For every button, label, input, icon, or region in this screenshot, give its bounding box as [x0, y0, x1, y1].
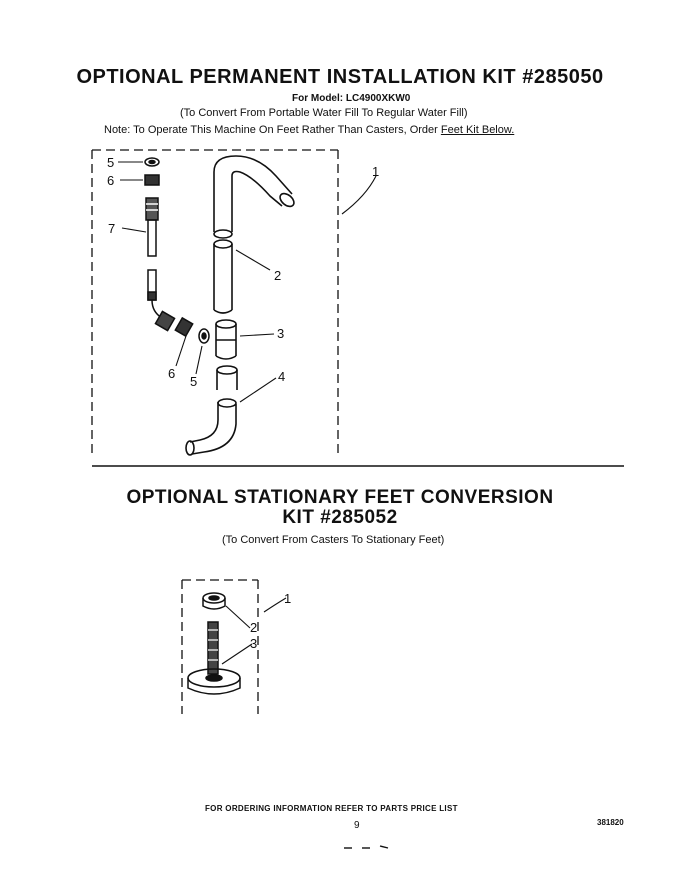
callout-7: 7	[108, 221, 116, 236]
kit2-title-line1: OPTIONAL STATIONARY FEET CONVERSION	[126, 487, 554, 508]
callout-6b: 6	[168, 366, 176, 381]
kit2-callout-1: 1	[284, 591, 292, 606]
kit2-subtitle: (To Convert From Casters To Stationary Feet)	[222, 534, 445, 546]
valve-fitting-assembly	[145, 158, 209, 343]
kit1-title: OPTIONAL PERMANENT INSTALLATION KIT #285050	[76, 66, 604, 88]
pipe-elbow-part	[214, 156, 296, 238]
ordering-info: FOR ORDERING INFORMATION REFER TO PARTS PRICE LIST	[205, 804, 458, 813]
kit2-callout-3: 3	[250, 636, 258, 651]
page-number: 9	[354, 820, 360, 831]
feet-kit-link: Feet Kit Below.	[440, 124, 515, 136]
model-line: For Model: LC4900XKW0	[292, 93, 411, 104]
callout-5: 5	[107, 155, 115, 170]
callout-5b: 5	[190, 374, 198, 389]
note-text: Note: To Operate This Machine On Feet Rather Than Casters, Order	[104, 124, 441, 136]
document-number: 381820	[597, 818, 624, 827]
kit1-subtitle: (To Convert From Portable Water Fill To Regular Water Fill)	[180, 107, 468, 119]
kit2-callout-2: 2	[250, 620, 258, 635]
kit2-title	[0, 488, 680, 528]
kit2-title-line2: KIT #285052	[282, 507, 398, 528]
hose-part	[214, 240, 232, 313]
callout-2: 2	[274, 268, 282, 283]
callout-3: 3	[277, 326, 285, 341]
callout-4: 4	[278, 369, 286, 384]
callout-1: 1	[372, 164, 380, 179]
kit1-boundary	[92, 150, 338, 458]
callout-6: 6	[107, 173, 115, 188]
kit2-callouts	[250, 591, 291, 651]
footer-marks	[344, 846, 388, 848]
coupling-part	[216, 320, 236, 359]
stationary-foot-assembly	[188, 593, 240, 694]
